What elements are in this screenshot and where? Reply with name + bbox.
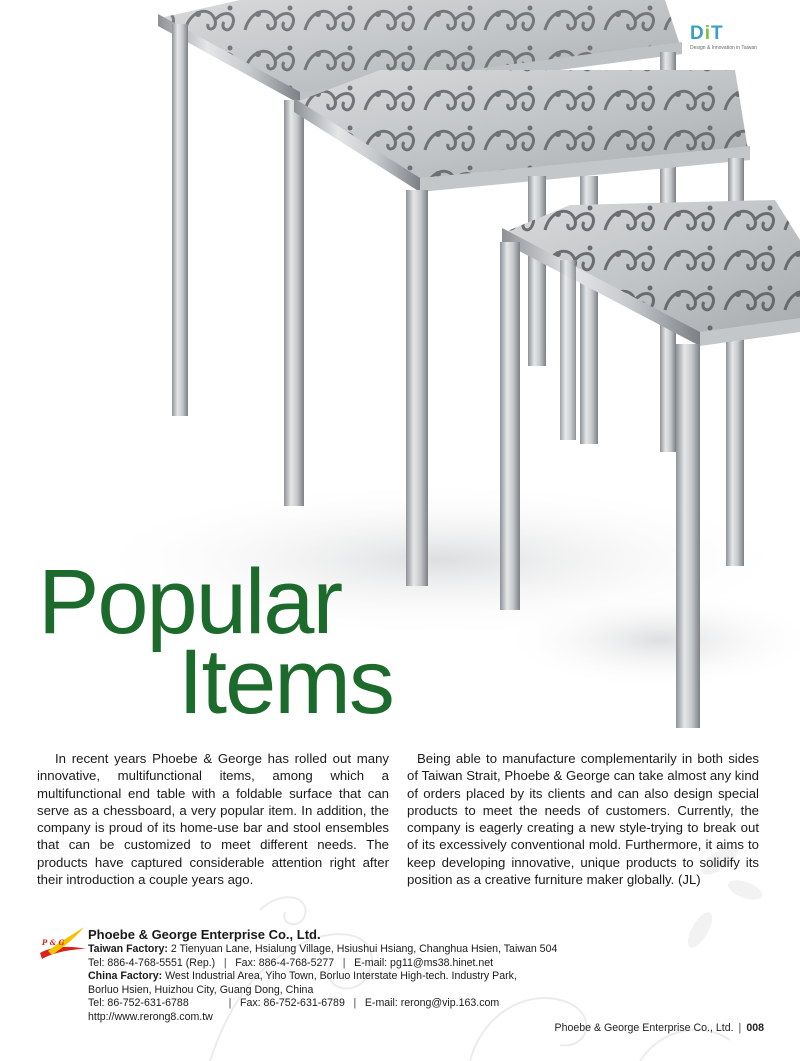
china-factory-address-2: Borluo Hsien, Huizhou City, Guang Dong, China [88,983,314,996]
china-fax: Fax: 86-752-631-6789 [240,997,345,1010]
page-number: 008 [746,1022,764,1034]
taiwan-tel: Tel: 886-4-768-5551 (Rep.) [88,956,216,969]
china-tel: Tel: 86-752-631-6788 [88,997,189,1010]
dit-logo-tagline: Design & Innovation in Taiwan [690,45,757,51]
company-name: Phoebe & George Enterprise Co., Ltd. [88,927,321,942]
headline-items: Items [178,631,393,733]
contact-block [88,927,688,1025]
headline-popular: Popular [38,551,342,653]
china-factory-address: China Factory: West Industrial Area, Yiho Town, Borluo Interstate High-tech. Industry Park, [88,970,517,983]
taiwan-factory-address: Taiwan Factory: 2 Tienyuan Lane, Hsialung Village, Hsiushui Hsiang, Changhua Hsien, Taiwan 504 [88,943,558,955]
dit-logo-mark: DiT [690,23,724,44]
taiwan-email[interactable]: E-mail: pg11@ms38.hinet.net [354,956,494,969]
dit-logo [690,24,786,54]
taiwan-factory-contacts: Tel: 886-4-768-5551 (Rep.) | Fax: 886-4-768-5277 | E-mail: pg11@ms38.hinet.net [88,956,494,969]
china-factory-contacts: Tel: 86-752-631-6788 | Fax: 86-752-631-6789 | E-mail: rerong@vip.163.com [88,997,500,1010]
china-email[interactable]: E-mail: rerong@vip.163.com [364,997,500,1010]
pg-company-logo [38,925,88,965]
page-footer: Phoebe & George Enterprise Co., Ltd. | 008 [554,1022,764,1034]
body-column-right: Being able to manufacture complementarily in both sides of Taiwan Strait, Phoebe & George can take almost any kind of orders placed by its clients and can also design special products to meet the needs of customers. Currently, the company is eagerly creating a new style-trying to break out of its excessively conventional mold. Furthermore, it aims to keep developing innovative, unique products to solidify its position as a creative furniture maker globally. (JL) [407,751,759,888]
pg-logo-text: P & G [42,938,65,947]
footer-company: Phoebe & George Enterprise Co., Ltd. [554,1022,734,1034]
website-link[interactable]: http://www.rerong8.com.tw [88,1010,213,1023]
taiwan-fax: Fax: 886-4-768-5277 [235,956,335,969]
body-column-left: In recent years Phoebe & George has rolled out many innovative, multifunctional items, among which a multifunctional end table with a foldable surface that can serve as a chessboard, a very popular item. In addition, the company is proud of its home-use bar and stool ensembles that can be customized to meet different needs. The products have captured considerable attention right after their introduction a couple years ago. [37,751,389,888]
